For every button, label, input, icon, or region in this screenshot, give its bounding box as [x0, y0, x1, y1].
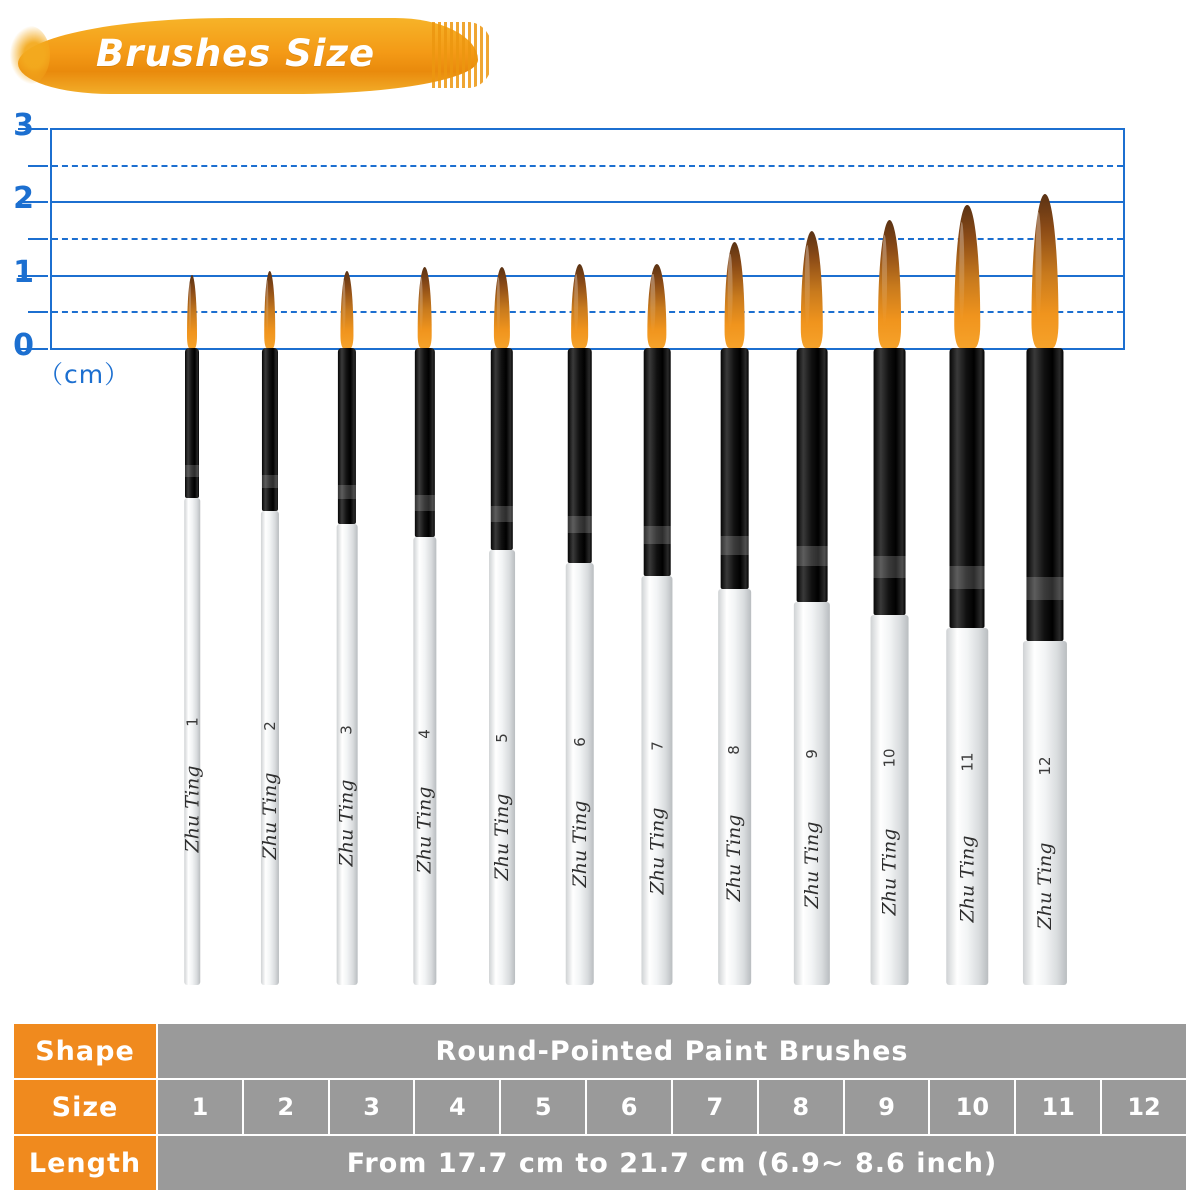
ruler-tick-label: 3	[13, 108, 34, 143]
brush-size-number: 3	[338, 725, 356, 735]
brush-brand-label: Zhu Ting	[181, 765, 203, 853]
brush-tip	[954, 205, 980, 348]
brush-handle	[413, 537, 436, 985]
brush-size-number: 2	[260, 721, 279, 731]
brush-handle	[1022, 641, 1066, 985]
table-size-cell: 1	[157, 1079, 243, 1135]
brush-9	[772, 0, 852, 985]
table-row-header: Size	[13, 1079, 157, 1135]
brush-ferrule	[491, 348, 513, 550]
brush-brand-label: Zhu Ting	[490, 793, 513, 881]
table-size-cell: 11	[1015, 1079, 1101, 1135]
brush-size-number: 8	[725, 745, 744, 755]
brush-5	[462, 0, 542, 985]
brush-3	[307, 0, 387, 985]
brush-size-number: 5	[492, 733, 511, 743]
brush-7	[617, 0, 697, 985]
table-row-header: Length	[13, 1135, 157, 1191]
table-size-cell: 4	[414, 1079, 500, 1135]
brush-tip	[187, 275, 197, 348]
ruler-tick-label: 0	[13, 328, 34, 363]
brush-brand-label: Zhu Ting	[568, 800, 591, 888]
table-row	[13, 1079, 1187, 1135]
brush-ferrule	[261, 348, 277, 511]
table-size-cell: 12	[1101, 1079, 1187, 1135]
table-size-cell: 10	[929, 1079, 1015, 1135]
table-size-cell: 7	[672, 1079, 758, 1135]
brush-brand-label: Zhu Ting	[1033, 842, 1056, 930]
brush-brand-label: Zhu Ting	[258, 772, 281, 860]
table-value-cell: Round-Pointed Paint Brushes	[157, 1023, 1187, 1079]
table-value-cell: From 17.7 cm to 21.7 cm (6.9~ 8.6 inch)	[157, 1135, 1187, 1191]
ruler-unit-label: （cm）	[38, 360, 131, 389]
brush-tip	[264, 271, 276, 348]
brush-1	[152, 0, 232, 985]
brush-ferrule	[797, 348, 828, 602]
brush-ferrule	[950, 348, 985, 628]
brush-tip	[417, 267, 432, 348]
table-size-cell: 6	[586, 1079, 672, 1135]
brush-handle	[258, 511, 281, 985]
table-row	[13, 1023, 1187, 1079]
brush-handle	[337, 524, 358, 985]
brush-ferrule	[1026, 348, 1063, 641]
brush-tip	[878, 220, 902, 348]
brush-12	[1005, 0, 1085, 985]
table-size-cell: 9	[844, 1079, 930, 1135]
brush-handle	[565, 563, 594, 985]
table-size-cell: 5	[500, 1079, 586, 1135]
brush-tip	[647, 264, 666, 348]
page-title: Brushes Size	[96, 32, 376, 75]
brush-ferrule	[185, 348, 199, 498]
brush-size-number: 7	[648, 741, 666, 751]
brush-ferrule	[567, 348, 592, 563]
brush-2	[230, 0, 310, 985]
brush-ferrule	[644, 348, 671, 576]
brush-10	[850, 0, 930, 985]
brush-brand-label: Zhu Ting	[878, 828, 901, 916]
brush-4	[385, 0, 465, 985]
brush-brand-label: Zhu Ting	[413, 786, 436, 874]
brush-11	[927, 0, 1007, 985]
brush-handle	[181, 498, 203, 985]
brush-brand-label: Zhu Ting	[800, 821, 823, 909]
brush-size-number: 4	[415, 729, 434, 739]
brush-brand-label: Zhu Ting	[646, 807, 668, 895]
brush-6	[540, 0, 620, 985]
brush-ferrule	[338, 348, 356, 524]
brush-size-number: 1	[183, 717, 201, 727]
brush-8	[695, 0, 775, 985]
brush-tip	[1031, 194, 1058, 348]
table-row	[13, 1135, 1187, 1191]
brush-size-number: 6	[570, 737, 589, 747]
table-size-cell: 3	[329, 1079, 415, 1135]
brush-brand-label: Zhu Ting	[956, 835, 978, 923]
brush-ferrule	[720, 348, 749, 589]
brush-size-number: 9	[802, 749, 821, 759]
brush-handle	[489, 550, 515, 985]
brush-handle	[946, 628, 988, 985]
brush-handle	[641, 576, 672, 985]
brush-ferrule	[414, 348, 434, 537]
brush-handle	[718, 589, 752, 985]
specs-table	[12, 1022, 1188, 1192]
brush-tip	[494, 267, 510, 348]
brush-tip	[801, 231, 823, 348]
brush-size-number: 12	[1035, 756, 1054, 776]
ruler-tick-label: 2	[13, 181, 34, 217]
brush-brand-label: Zhu Ting	[336, 779, 358, 867]
brush-ferrule	[873, 348, 906, 615]
brush-size-number: 10	[880, 748, 899, 768]
table-size-cell: 2	[243, 1079, 329, 1135]
brush-tip	[340, 271, 353, 348]
brush-size-number: 11	[958, 752, 976, 772]
brush-tip	[724, 242, 745, 348]
ruler-tick-label: 1	[13, 254, 34, 290]
brush-brand-label: Zhu Ting	[723, 814, 746, 902]
table-row-header: Shape	[13, 1023, 157, 1079]
brush-handle	[870, 615, 909, 985]
brush-handle	[794, 602, 830, 985]
table-size-cell: 8	[758, 1079, 844, 1135]
brush-tip	[571, 264, 589, 348]
